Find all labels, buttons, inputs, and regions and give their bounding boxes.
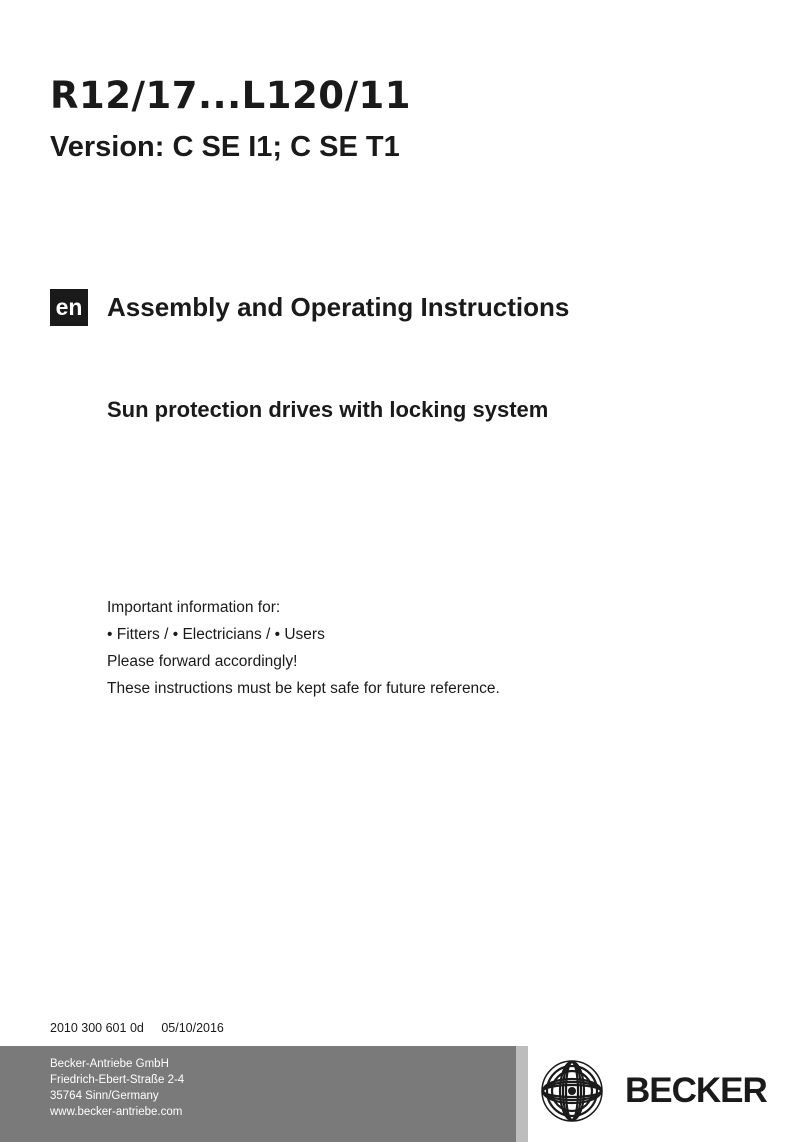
model-title: R12/17...L120/11 xyxy=(50,74,411,117)
becker-logo xyxy=(541,1060,801,1122)
info-line-keep-safe: These instructions must be kept safe for future reference. xyxy=(107,680,500,697)
footer-stripe xyxy=(516,1046,528,1142)
document-meta xyxy=(50,1021,238,1035)
document-title: Assembly and Operating Instructions xyxy=(107,292,570,322)
company-city: 35764 Sinn/Germany xyxy=(50,1090,159,1102)
document-date: 05/10/2016 xyxy=(161,1021,224,1035)
becker-swirl-logo-icon xyxy=(541,1060,603,1122)
document-number: 2010 300 601 0d xyxy=(50,1021,144,1035)
company-name: Becker-Antriebe GmbH xyxy=(50,1058,169,1070)
info-line-audience-heading: Important information for: xyxy=(107,599,281,616)
company-website: www.becker-antriebe.com xyxy=(50,1106,183,1118)
becker-wordmark: BECKER xyxy=(625,1071,767,1110)
info-line-forward: Please forward accordingly! xyxy=(107,653,298,670)
info-line-audience-list: • Fitters / • Electricians / • Users xyxy=(107,626,325,643)
company-address xyxy=(50,1056,184,1120)
version-title: Version: C SE I1; C SE T1 xyxy=(50,131,400,163)
company-street: Friedrich-Ebert-Straße 2-4 xyxy=(50,1074,185,1086)
document-subtitle: Sun protection drives with locking system xyxy=(107,397,549,422)
language-badge: en xyxy=(50,289,88,326)
important-info-block xyxy=(107,594,500,702)
